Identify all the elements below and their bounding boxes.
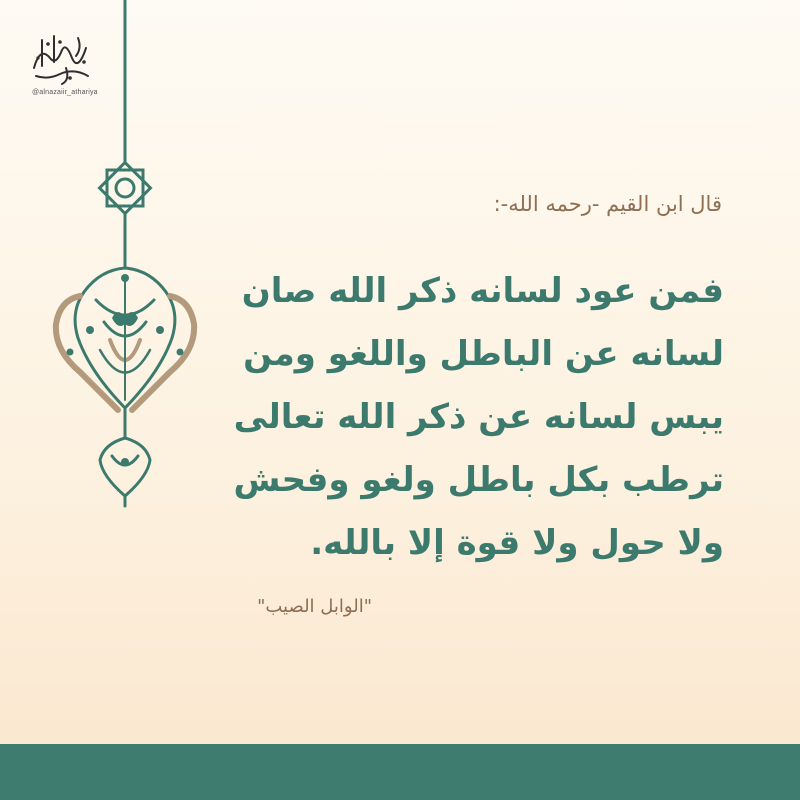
quote-line: فمن عود لسانه ذكر الله صان [241, 271, 724, 311]
quote-line: لسانه عن الباطل واللغو ومن [243, 334, 724, 374]
quote-line: ترطب بكل باطل ولغو وفحش [233, 460, 724, 500]
quote-text [204, 260, 724, 575]
quote-line: يبس لسانه عن ذكر الله تعالى [233, 397, 724, 437]
quote-line: ولا حول ولا قوة إلا بالله. [310, 523, 724, 563]
quote-attribution-heading: قال ابن القيم -رحمه الله-: [493, 192, 722, 216]
quote-source: "الوابل الصيب" [257, 596, 372, 617]
footer-bar [0, 744, 800, 800]
account-handle: @alnazaiir_athariya [32, 89, 98, 96]
